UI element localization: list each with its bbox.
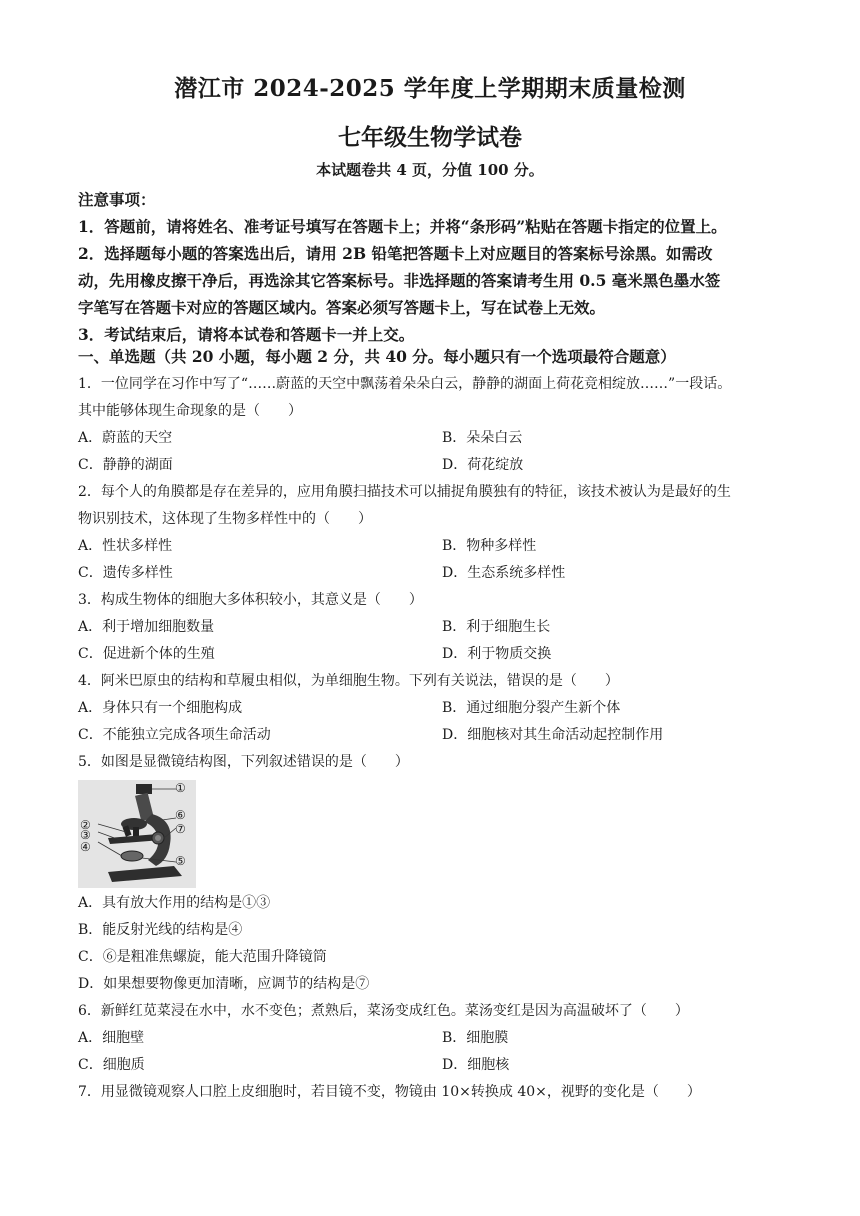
option-b: B．利于细胞生长 bbox=[442, 619, 551, 635]
option-b: B．朵朵白云 bbox=[442, 430, 523, 446]
figure-label: ④ bbox=[80, 840, 91, 854]
question-stem: 6．新鲜红苋菜浸在水中，水不变色；煮熟后，菜汤变成红色。菜汤变红是因为高温破坏了（ ） bbox=[78, 1003, 689, 1019]
option-d: D．如果想要物像更加清晰，应调节的结构是⑦ bbox=[78, 976, 370, 992]
section-title: 一、单选题（共 20 小题，每小题 2 分，共 40 分。每小题只有一个选项最符合题意） bbox=[78, 347, 676, 366]
note-line: 3．考试结束后，请将本试卷和答题卡一并上交。 bbox=[78, 325, 415, 344]
option-row bbox=[78, 641, 790, 668]
option-c: C．静静的湖面 bbox=[78, 457, 173, 473]
exam-info: 本试题卷共 4 页，分值 100 分。 bbox=[316, 161, 544, 179]
question-stem: 7．用显微镜观察人口腔上皮细胞时，若目镜不变，物镜由 10×转换成 40×，视野的变化是（ ） bbox=[78, 1084, 701, 1100]
figure-label: ⑤ bbox=[175, 854, 186, 868]
figure-label: ① bbox=[175, 781, 186, 795]
figure-label: ⑥ bbox=[175, 808, 186, 822]
question-7 bbox=[78, 1079, 790, 1106]
option-row bbox=[78, 452, 790, 479]
option-d: D．细胞核对其生命活动起控制作用 bbox=[442, 727, 664, 743]
notes-heading: 注意事项： bbox=[78, 190, 156, 209]
option-a: A．性状多样性 bbox=[78, 538, 173, 554]
question-stem: 1．一位同学在习作中写了“……蔚蓝的天空中飘荡着朵朵白云，静静的湖面上荷花竞相绽放……”一段话。 bbox=[78, 376, 732, 392]
question-stem: 3．构成生物体的细胞大多体积较小，其意义是（ ） bbox=[78, 592, 423, 608]
option-row bbox=[78, 1052, 790, 1079]
question-2 bbox=[78, 479, 790, 587]
question-stem: 其中能够体现生命现象的是（ ） bbox=[78, 403, 302, 419]
question-6 bbox=[78, 998, 790, 1079]
option-row bbox=[78, 1025, 790, 1052]
option-b: B．物种多样性 bbox=[442, 538, 537, 554]
option-b: B．细胞膜 bbox=[442, 1030, 509, 1046]
option-row bbox=[78, 722, 790, 749]
question-stem: 4．阿米巴原虫的结构和草履虫相似，为单细胞生物。下列有关说法，错误的是（ ） bbox=[78, 673, 619, 689]
option-c: C．促进新个体的生殖 bbox=[78, 646, 215, 662]
question-3 bbox=[78, 587, 790, 668]
question-stem: 5．如图是显微镜结构图，下列叙述错误的是（ ） bbox=[78, 754, 409, 770]
question-5-options bbox=[78, 890, 790, 998]
option-d: D．生态系统多样性 bbox=[442, 565, 566, 581]
exam-subtitle: 七年级生物学试卷 bbox=[338, 124, 522, 151]
question-1 bbox=[78, 371, 790, 479]
notes-block bbox=[78, 186, 790, 348]
note-line: 字笔写在答题卡对应的答题区域内。答案必须写答题卡上，写在试卷上无效。 bbox=[78, 298, 606, 317]
option-a: A．细胞壁 bbox=[78, 1030, 145, 1046]
question-stem: 物识别技术，这体现了生物多样性中的（ ） bbox=[78, 511, 372, 527]
question-4 bbox=[78, 668, 790, 749]
option-row bbox=[78, 614, 790, 641]
figure-label: ② bbox=[80, 818, 91, 832]
option-c: C．遗传多样性 bbox=[78, 565, 173, 581]
option-row bbox=[78, 560, 790, 587]
option-row bbox=[78, 425, 790, 452]
option-d: D．荷花绽放 bbox=[442, 457, 524, 473]
note-line: 1．答题前，请将姓名、准考证号填写在答题卡上；并将“条形码”粘贴在答题卡指定的位置上。 bbox=[78, 217, 727, 236]
question-5 bbox=[78, 749, 790, 776]
option-c: C．⑥是粗准焦螺旋，能大范围升降镜筒 bbox=[78, 949, 327, 965]
option-row bbox=[78, 695, 790, 722]
option-a: A．身体只有一个细胞构成 bbox=[78, 700, 243, 716]
option-b: B．通过细胞分裂产生新个体 bbox=[442, 700, 621, 716]
question-stem: 2．每个人的角膜都是存在差异的，应用角膜扫描技术可以捕捉角膜独有的特征，该技术被认为是最好的生 bbox=[78, 484, 731, 500]
figure-label: ③ bbox=[80, 828, 91, 842]
option-a: A．利于增加细胞数量 bbox=[78, 619, 215, 635]
option-c: C．细胞质 bbox=[78, 1057, 145, 1073]
note-line: 动，先用橡皮擦干净后，再选涂其它答案标号。非选择题的答案请考生用 0.5 毫米黑色墨水签 bbox=[78, 271, 721, 290]
option-a: A．蔚蓝的天空 bbox=[78, 430, 173, 446]
note-line: 2．选择题每小题的答案选出后，请用 2B 铅笔把答题卡上对应题目的答案标号涂黑。如需改 bbox=[78, 244, 713, 263]
option-d: D．细胞核 bbox=[442, 1057, 510, 1073]
figure-label: ⑦ bbox=[175, 822, 186, 836]
option-d: D．利于物质交换 bbox=[442, 646, 552, 662]
exam-title: 潜江市 2024-2025 学年度上学期期末质量检测 bbox=[174, 75, 686, 102]
option-b: B．能反射光线的结构是④ bbox=[78, 922, 243, 938]
option-c: C．不能独立完成各项生命活动 bbox=[78, 727, 271, 743]
option-a: A．具有放大作用的结构是①③ bbox=[78, 895, 271, 911]
option-row bbox=[78, 533, 790, 560]
